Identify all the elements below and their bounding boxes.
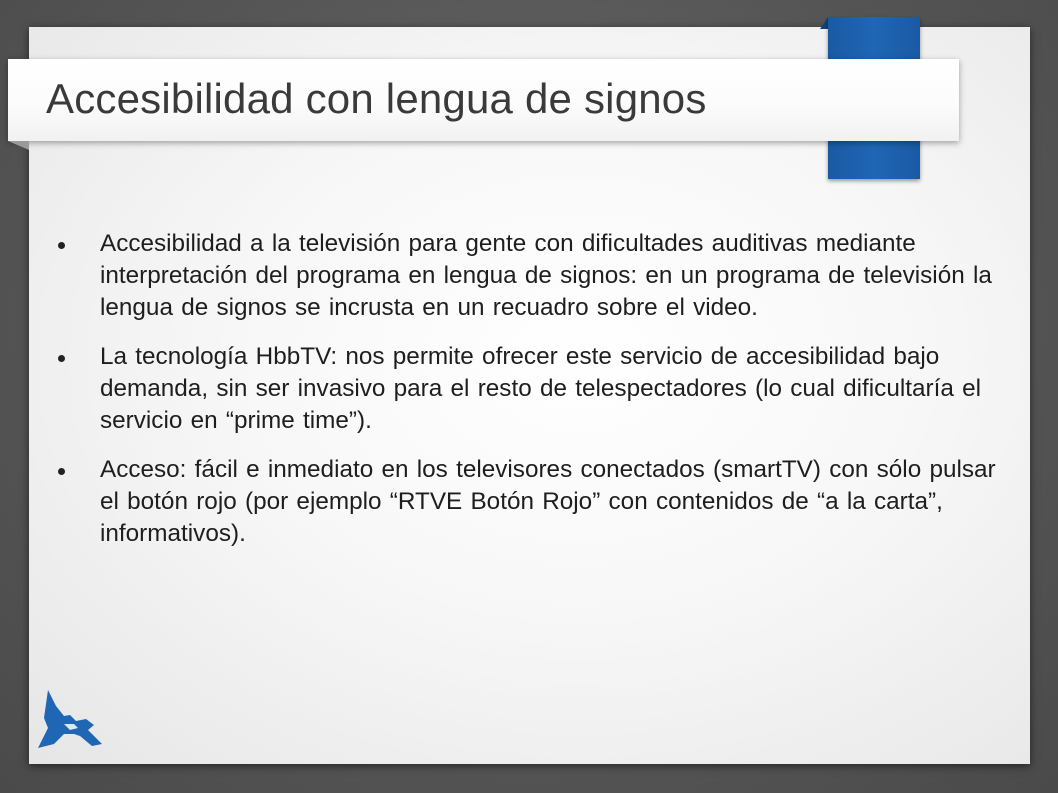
bullet-text-3: Acceso: fácil e inmediato en los televisores conectados (smartTV) con sólo pulsar el botón rojo (por ejemplo “RTVE Botón Rojo” con contenidos de “a la carta”, informativos). bbox=[100, 456, 996, 547]
blue-bird-logo-icon bbox=[34, 688, 106, 760]
bullet-dot-icon bbox=[58, 468, 65, 475]
bullet-item-2 bbox=[56, 341, 996, 437]
slide-title: Accesibilidad con lengua de signos bbox=[46, 75, 707, 122]
bullet-list bbox=[56, 228, 996, 567]
bullet-text-2: La tecnología HbbTV: nos permite ofrecer este servicio de accesibilidad bajo demanda, sin ser invasivo para el resto de telespectadores (lo cual dificultaría el servicio en “prime time”). bbox=[100, 343, 982, 434]
blue-tab-fold bbox=[820, 17, 828, 29]
bullet-text-1: Accesibilidad a la televisión para gente con dificultades auditivas mediante interpretación del programa en lengua de signos: en un programa de televisión la lengua de signos se incrusta en un recuadro sobre el video. bbox=[100, 230, 992, 321]
title-banner-fold bbox=[8, 141, 29, 150]
bullet-dot-icon bbox=[58, 242, 65, 249]
bullet-item-3 bbox=[56, 454, 996, 550]
bullet-item-1 bbox=[56, 228, 996, 324]
bullet-dot-icon bbox=[58, 355, 65, 362]
